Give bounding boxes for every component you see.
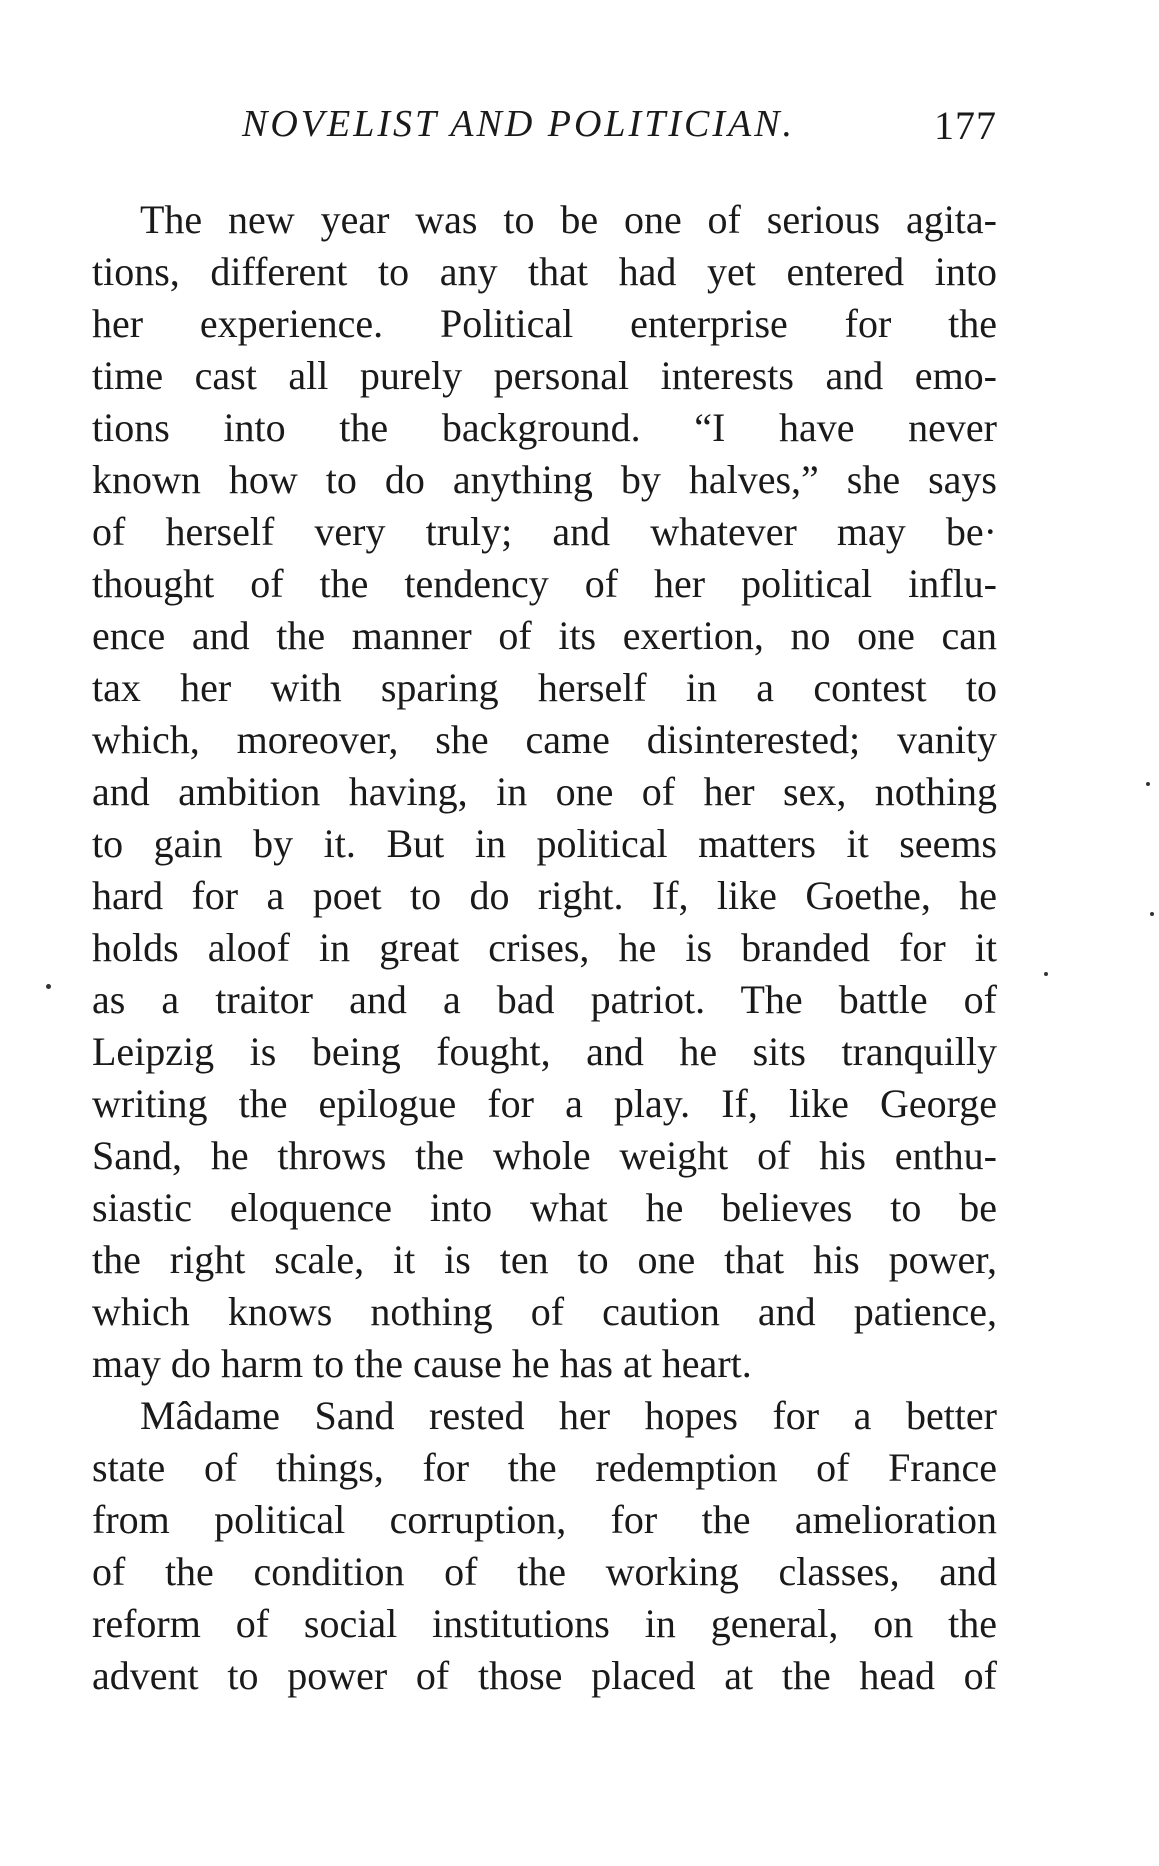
text-line: advent to power of those placed at the head of (92, 1653, 997, 1698)
text-line: her experience. Political enterprise for the (92, 301, 997, 346)
print-speck (1146, 782, 1150, 786)
text-line: as a traitor and a bad patriot. The battle of (92, 977, 997, 1022)
text-line: holds aloof in great crises, he is branded for it (92, 925, 997, 970)
text-line: state of things, for the redemption of France (92, 1445, 997, 1490)
page-number: 177 (934, 103, 997, 148)
running-title: NOVELIST AND POLITICIAN. (242, 103, 796, 145)
text-line: Mâdame Sand rested her hopes for a better (140, 1393, 997, 1438)
text-line: reform of social institutions in general, on the (92, 1601, 997, 1646)
paragraph-1 (92, 194, 997, 1390)
text-line: ence and the manner of its exertion, no one can (92, 613, 997, 658)
text-line: tax her with sparing herself in a contest to (92, 665, 997, 710)
text-line: siastic eloquence into what he believes to be (92, 1185, 997, 1230)
text-line: from political corruption, for the amelioration (92, 1497, 997, 1542)
print-speck (1044, 972, 1048, 976)
text-line: tions, different to any that had yet entered into (92, 249, 997, 294)
text-line: to gain by it. But in political matters it seems (92, 821, 997, 866)
text-line: of the condition of the working classes, and (92, 1549, 997, 1594)
text-line: thought of the tendency of her political influ- (92, 561, 997, 606)
running-head (92, 102, 997, 152)
text-line: of herself very truly; and whatever may be· (92, 509, 997, 554)
text-line: The new year was to be one of serious agita- (140, 197, 997, 242)
text-line: Sand, he throws the whole weight of his enthu- (92, 1133, 997, 1178)
text-line: known how to do anything by halves,” she says (92, 457, 997, 502)
text-line: writing the epilogue for a play. If, like George (92, 1081, 997, 1126)
text-line: which knows nothing of caution and patience, (92, 1289, 997, 1334)
text-line: the right scale, it is ten to one that his power, (92, 1237, 997, 1282)
text-line: and ambition having, in one of her sex, nothing (92, 769, 997, 814)
text-line: tions into the background. “I have never (92, 405, 997, 450)
text-line: Leipzig is being fought, and he sits tranquilly (92, 1029, 997, 1074)
print-speck (1150, 912, 1154, 916)
print-speck (46, 984, 51, 989)
text-line: may do harm to the cause he has at heart. (92, 1341, 752, 1386)
body-text (92, 194, 997, 1702)
text-line: which, moreover, she came disinterested; vanity (92, 717, 997, 762)
paragraph-2 (92, 1390, 997, 1702)
text-line: hard for a poet to do right. If, like Goethe, he (92, 873, 997, 918)
text-line: time cast all purely personal interests and emo- (92, 353, 997, 398)
